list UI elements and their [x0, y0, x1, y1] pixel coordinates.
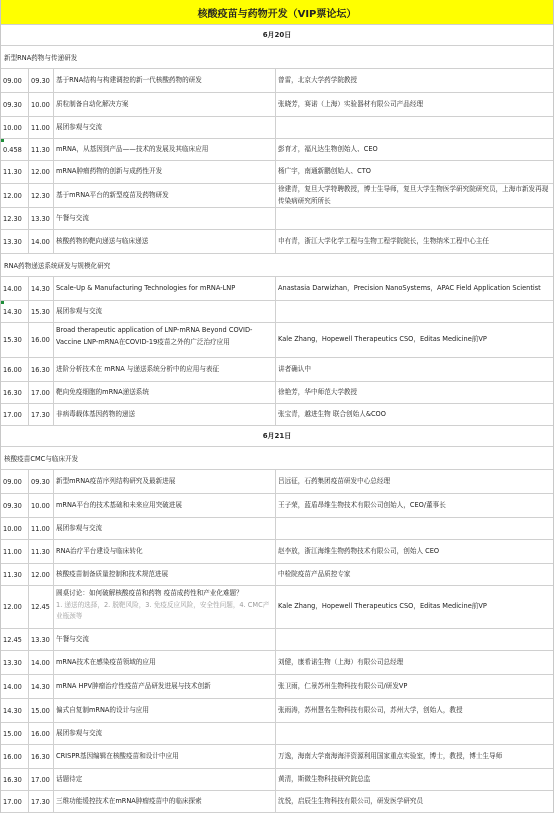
session-topic [54, 629, 276, 650]
speaker: 中检院疫苗产品质控专家 [278, 569, 351, 578]
start-time: 14.30 [1, 301, 29, 322]
end-time: 17.30 [29, 404, 54, 425]
speaker: 赵李放，浙江海维生物药物技术有限公司，创始人 CEO [278, 546, 440, 555]
end-time: 12.30 [29, 184, 54, 207]
speaker [276, 723, 552, 744]
start-time: 14.00 [1, 277, 29, 300]
session-topic-text: 展团参观与交流 [56, 728, 103, 737]
start-time: 11.30 [1, 564, 29, 585]
session-topic-text: mRNA技术在感染疫苗领域的应用 [56, 657, 156, 666]
session-topic [54, 382, 276, 403]
agenda-row [1, 208, 553, 230]
agenda-row [1, 518, 553, 540]
start-time: 12.00 [1, 184, 29, 207]
session-topic [54, 230, 276, 253]
end-time: 16.30 [29, 745, 54, 768]
section-header: 核酸疫苗CMC与临床开发 [1, 447, 553, 470]
speaker: 沈悦，启辰生生物科技有限公司，研发医学研究员 [278, 796, 424, 805]
speaker: 刘健，康希诺生物（上海）有限公司总经理 [278, 657, 404, 666]
session-topic-text: 话题待定 [56, 774, 83, 783]
agenda-title: 核酸疫苗与药物开发（VIP票论坛） [1, 0, 553, 25]
start-time: 12.45 [1, 629, 29, 650]
end-time: 16.00 [29, 723, 54, 744]
session-topic [54, 518, 276, 539]
session-topic [54, 358, 276, 381]
agenda-row [1, 301, 553, 323]
session-topic-text: 午餐与交流 [56, 634, 89, 643]
speaker: 黄清，斯微生物科技研究院总监 [278, 774, 371, 783]
agenda-row [1, 586, 553, 629]
start-time: 15.30 [1, 323, 29, 357]
session-topic-text: Broad therapeutic application of LNP-mRNA Beyond COVID-Vaccine LNP-mRNA在COVID-19疫苗之外的广泛治疗应用 [56, 326, 253, 346]
session-topic-text: 非病毒载体基因药物的递送 [56, 409, 136, 418]
speaker: 王子荣，蓝盾昂维生物技术有限公司创始人，CEO/董事长 [278, 500, 446, 509]
session-topic-text: 核酸疫苗制备质量控制和技术规范进展 [56, 569, 169, 578]
start-time: 0.458 [1, 139, 29, 160]
speaker: 讲者确认中 [278, 364, 311, 373]
start-time: 09.00 [1, 470, 29, 493]
section-header: 新型RNA药物与传递研发 [1, 46, 553, 69]
start-time: 16.30 [1, 769, 29, 790]
end-time: 17.00 [29, 382, 54, 403]
start-time: 13.30 [1, 651, 29, 674]
session-topic [54, 769, 276, 790]
start-time: 12.00 [1, 586, 29, 628]
speaker: 张宝青，越进生物 联合创始人&COO [278, 409, 386, 418]
cell-marker-icon [1, 139, 4, 142]
agenda-row [1, 382, 553, 404]
day-header: 6月21日 [1, 426, 553, 447]
speaker: Anastasia Darwizhan，Precision NanoSystems，APAC Field Application Scientist [278, 283, 541, 292]
session-topic-text: CRISPR基因编辑在核酸疫苗和设计中应用 [56, 751, 179, 760]
end-time: 13.30 [29, 629, 54, 650]
speaker: 曾雷，北京大学药学院教授 [278, 75, 358, 84]
end-time: 13.30 [29, 208, 54, 229]
agenda-row [1, 230, 553, 254]
speaker [276, 301, 552, 322]
end-time: 16.30 [29, 358, 54, 381]
start-time: 14.00 [1, 675, 29, 698]
speaker: 申有青，浙江大学化学工程与生物工程学院院长，生物纳米工程中心主任 [278, 236, 489, 245]
end-time: 14.00 [29, 651, 54, 674]
session-topic-text: 基于RNA结构与构建调控的新一代核酸药物的研发 [56, 75, 202, 84]
agenda-row [1, 277, 553, 301]
start-time: 11.00 [1, 540, 29, 563]
start-time: 12.30 [1, 208, 29, 229]
start-time: 16.30 [1, 382, 29, 403]
session-topic [54, 301, 276, 322]
speaker: 徐艳芳，华中师范大学教授 [278, 387, 358, 396]
session-topic-text: mRNA平台的技术基础和未来应用突破进展 [56, 500, 182, 509]
end-time: 15.30 [29, 301, 54, 322]
speaker: 彭育才，福凡达生物创始人、CEO [278, 144, 378, 153]
start-time: 10.00 [1, 117, 29, 138]
end-time: 09.30 [29, 69, 54, 92]
session-topic [54, 494, 276, 517]
end-time: 12.45 [29, 586, 54, 628]
speaker [276, 518, 552, 539]
speaker [276, 629, 552, 650]
agenda-row [1, 494, 553, 518]
start-time: 17.00 [1, 791, 29, 812]
end-time: 17.00 [29, 769, 54, 790]
agenda-row [1, 791, 553, 813]
speaker: 张雨涛，苏州慧名生物科技有限公司，苏州大学，创始人，教授 [278, 705, 463, 714]
agenda-row [1, 629, 553, 651]
agenda-row [1, 69, 553, 93]
speaker [276, 208, 552, 229]
start-time: 15.00 [1, 723, 29, 744]
cell-marker-icon [1, 301, 4, 304]
start-time: 14.30 [1, 699, 29, 722]
session-topic [54, 404, 276, 425]
session-topic [54, 117, 276, 138]
start-time: 10.00 [1, 518, 29, 539]
agenda-row [1, 769, 553, 791]
session-topic-text: 核酸药物的靶向递送与临床递送 [56, 236, 149, 245]
session-topic [54, 277, 276, 300]
agenda-row [1, 184, 553, 208]
speaker: 吕远征，石药集团疫苗研发中心总经理 [278, 476, 391, 485]
start-time: 09.30 [1, 494, 29, 517]
speaker: Kale Zhang，Hopewell Therapeutics CSO，Editas Medicine前VP [278, 602, 487, 611]
session-topic [54, 675, 276, 698]
agenda-row [1, 745, 553, 769]
end-time: 09.30 [29, 470, 54, 493]
agenda-row [1, 323, 553, 358]
agenda-row [1, 93, 553, 117]
session-topic-text: 靶向免疫细胞的mRNA递送系统 [56, 387, 149, 396]
end-time: 11.30 [29, 540, 54, 563]
session-topic-text: mRNA肿瘤药物的创新与成药性开发 [56, 167, 163, 176]
start-time: 16.00 [1, 745, 29, 768]
session-topic [54, 699, 276, 722]
session-topic [54, 651, 276, 674]
session-topic [54, 791, 276, 812]
section-header: RNA药物递送系统研发与规模化研究 [1, 254, 553, 277]
end-time: 12.00 [29, 161, 54, 183]
agenda-row [1, 723, 553, 745]
session-topic [54, 586, 276, 628]
session-topic [54, 323, 276, 357]
agenda-row [1, 540, 553, 564]
end-time: 11.30 [29, 139, 54, 160]
agenda-row [1, 470, 553, 494]
session-topic-text: 新型mRNA疫苗序列结构研究及最新进展 [56, 476, 176, 485]
session-topic [54, 69, 276, 92]
session-topic [54, 93, 276, 116]
agenda-row [1, 564, 553, 586]
session-topic-text: 展团参观与交流 [56, 523, 103, 532]
end-time: 10.00 [29, 494, 54, 517]
agenda-row [1, 358, 553, 382]
speaker: 徐建青，复旦大学特聘教授，博士生导师，复旦大学生物医学研究院研究员，上海市新发再现传染病研究所所长 [278, 185, 549, 205]
agenda-row [1, 699, 553, 723]
session-topic-text: 三维功能缓控技术在mRNA肿瘤疫苗中的临床探索 [56, 796, 202, 805]
session-topic-text: Scale-Up & Manufacturing Technologies for mRNA-LNP [56, 283, 236, 292]
end-time: 14.30 [29, 277, 54, 300]
session-topic [54, 184, 276, 207]
session-topic [54, 208, 276, 229]
session-topic [54, 745, 276, 768]
session-topic-text: 进阶分析技术在 mRNA 与递送系统分析中的应用与表征 [56, 364, 220, 373]
end-time: 15.00 [29, 699, 54, 722]
session-topic-text: 质粒制备自动化解决方案 [56, 99, 129, 108]
session-topic-text: RNA治疗平台建设与临床转化 [56, 546, 143, 555]
session-topic-text: 基于mRNA平台的新型疫苗及药物研发 [56, 190, 169, 199]
agenda-row [1, 675, 553, 699]
session-note: 1. 递送的选择，2. 脱靶风险，3. 免疫反应风险，安全性问题，4. CMC产业瓶颈等 [56, 600, 270, 620]
agenda-row [1, 161, 553, 184]
start-time: 09.00 [1, 69, 29, 92]
session-topic [54, 540, 276, 563]
session-topic-text: mRNA HPV肿瘤治疗性疫苗产品研发进展与技术创新 [56, 681, 211, 690]
start-time: 13.30 [1, 230, 29, 253]
start-time: 09.30 [1, 93, 29, 116]
end-time: 12.00 [29, 564, 54, 585]
start-time: 16.00 [1, 358, 29, 381]
end-time: 17.30 [29, 791, 54, 812]
agenda-body [1, 25, 553, 813]
end-time: 11.00 [29, 117, 54, 138]
start-time: 11.30 [1, 161, 29, 183]
day-header: 6月20日 [1, 25, 553, 46]
session-topic [54, 161, 276, 183]
session-topic [54, 723, 276, 744]
speaker: 张晓芳，赛诺（上海）实验器材有限公司产品经理 [278, 99, 424, 108]
session-topic-text: 午餐与交流 [56, 213, 89, 222]
session-topic [54, 139, 276, 160]
speaker [276, 117, 552, 138]
session-topic-text: 偏式自复制mRNA的设计与应用 [56, 705, 149, 714]
session-topic-text: mRNA，从基因到产品——技术的发展及其临床应用 [56, 144, 209, 153]
session-topic-text: 展团参观与交流 [56, 122, 103, 131]
speaker: 万逸，海南大学南海海洋资源利用国家重点实验室，博士，教授，博士生导师 [278, 751, 503, 760]
start-time: 17.00 [1, 404, 29, 425]
session-topic [54, 564, 276, 585]
agenda-row [1, 117, 553, 139]
speaker: 杨广宇，南通新鹏创始人、CTO [278, 167, 371, 176]
agenda-row [1, 404, 553, 426]
end-time: 14.30 [29, 675, 54, 698]
session-topic-text: 圆桌讨论：如何破解核酸疫苗和药物 疫苗成药性和产业化难题？ [56, 589, 243, 597]
session-topic-text: 展团参观与交流 [56, 306, 103, 315]
session-topic [54, 470, 276, 493]
speaker: 张卫雨，仁景苏州生物科技有限公司/研发VP [278, 681, 408, 690]
speaker: Kale Zhang，Hopewell Therapeutics CSO，Editas Medicine前VP [278, 335, 487, 344]
end-time: 16.00 [29, 323, 54, 357]
end-time: 11.00 [29, 518, 54, 539]
agenda-row [1, 139, 553, 161]
end-time: 14.00 [29, 230, 54, 253]
end-time: 10.00 [29, 93, 54, 116]
agenda-row [1, 651, 553, 675]
